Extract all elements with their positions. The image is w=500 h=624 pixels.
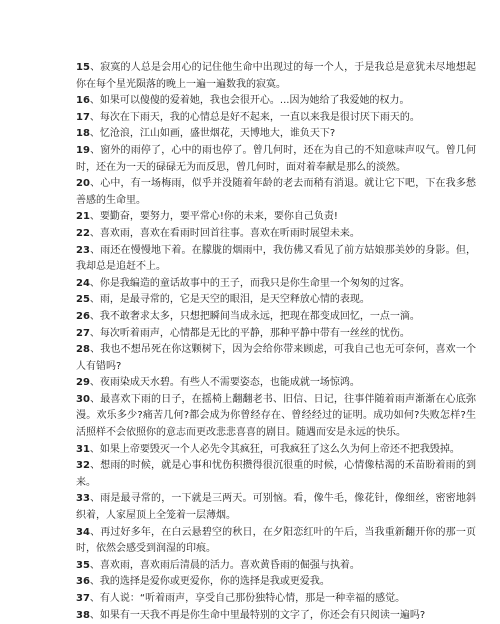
- item-number: 33: [76, 493, 90, 505]
- item-text: 、我也不想吊死在你这颗树下，因为会给你带来顾虑，可我自己也无可奈何，喜欢一个人有错吗?: [76, 344, 476, 372]
- list-item: [76, 342, 476, 375]
- item-text: 、雨，是最寻常的，它是天空的眼泪，是天空释放心情的表现。: [89, 294, 370, 306]
- list-item: [76, 110, 476, 127]
- item-text: 、心中，有一场梅雨，似乎并没随着年龄的老去而稍有消退。就让它下吧，下在我多愁善感的生命里。: [76, 178, 476, 206]
- list-item: [76, 326, 476, 343]
- item-number: 16: [76, 95, 90, 107]
- list-item: [76, 392, 476, 442]
- item-text: 、最喜欢下雨的日子，在摇椅上翻翻老书、旧信、日记，往事伴随着雨声渐渐在心底弥漫。欢乐多少?痛苦几何?都会成为你曾经存在、曾经经过的证明。成功如何?失败怎样?生活照样不会依照你的意志而更改悲悲喜喜的剧目。随遇而安是永远的快乐。: [76, 393, 476, 439]
- item-text: 、我的选择是爱你或更爱你，你的选择是我或更爱我。: [89, 576, 330, 588]
- item-number: 34: [76, 526, 90, 538]
- item-text: 、再过好多年，在白云悬碧空的秋日，在夕阳恋红叶的午后，当我重新翻开你的那一页时，依然会感受到润湿的印痕。: [76, 526, 476, 555]
- item-text: 、雨还在慢慢地下着。在朦胧的烟雨中，我仿佛又看见了前方姑娘那美妙的身影。但，我却总是追赶不上。: [76, 244, 476, 273]
- item-text: 、每次在下雨天，我的心情总是好不起来，一直以来我是很讨厌下雨天的。: [89, 111, 420, 123]
- item-text: 、我不敢奢求太多，只想把瞬间当成永远，把现在都变成回忆，一点一滴。: [89, 310, 420, 322]
- list-item: [76, 226, 476, 243]
- item-text: 、喜欢雨，喜欢雨后清晨的活力。喜欢黄昏雨的倔强与执着。: [89, 559, 360, 571]
- item-number: 24: [76, 277, 90, 289]
- item-number: 19: [76, 144, 90, 156]
- item-number: 37: [76, 593, 90, 604]
- list-item: [76, 608, 476, 624]
- item-number: 29: [76, 377, 90, 389]
- item-text: 、如果可以傻傻的爱着她，我也会很开心。...因为她给了我爱她的权力。: [89, 95, 410, 107]
- top-blank-margin: [0, 0, 500, 54]
- item-text: 、夜雨染成天水碧。有些人不需要姿态，也能成就一场惊鸿。: [89, 377, 360, 389]
- item-text: 、如果有一天我不再是你生命中里最特别的文字了，你还会有只阅读一遍吗?: [89, 609, 426, 621]
- item-number: 15: [76, 62, 90, 73]
- document-body: [76, 60, 476, 624]
- item-number: 25: [76, 294, 90, 306]
- item-number: 35: [76, 559, 90, 571]
- list-item: [76, 276, 476, 293]
- item-text: 、寂寞的人总是会用心的记住他生命中出现过的每一个人，于是我总是意犹未尽地想起你在每个星光陨落的晚上一遍一遍数我的寂寞。: [76, 62, 476, 90]
- list-item: [76, 309, 476, 326]
- item-number: 27: [76, 327, 90, 339]
- list-item: [76, 375, 476, 392]
- item-text: 、有人说：“听着雨声，享受自己那份独特心情，那是一种幸福的感觉。: [89, 593, 406, 604]
- item-text: 、每次听着雨声，心情都是无比的平静，那种平静中带有一丝丝的忧伤。: [89, 327, 410, 339]
- item-number: 22: [76, 227, 90, 239]
- item-text: 、要勤奋，要努力，要平常心!你的未来，要你自己负责!: [89, 211, 338, 223]
- item-number: 36: [76, 576, 90, 588]
- item-number: 32: [76, 460, 90, 472]
- item-number: 17: [76, 111, 90, 123]
- list-item: [76, 126, 476, 143]
- list-item: [76, 93, 476, 110]
- list-item: [76, 176, 476, 209]
- item-text: 、喜欢雨，喜欢在看雨时回首往事。喜欢在听雨时展望未来。: [89, 227, 360, 239]
- list-item: [76, 143, 476, 176]
- item-number: 30: [76, 393, 90, 405]
- list-item: [76, 591, 476, 608]
- item-number: 26: [76, 310, 90, 322]
- item-text: 、想雨的时候，就是心事和忧伤积攒得很沉很重的时候，心情像枯渴的禾苗盼着雨的到来。: [76, 460, 476, 488]
- item-number: 28: [76, 344, 90, 356]
- list-item: [76, 491, 476, 524]
- list-item: [76, 60, 476, 93]
- item-text: 、你是我编造的童话故事中的王子，而我只是你生命里一个匆匆的过客。: [89, 277, 410, 289]
- list-item: [76, 292, 476, 309]
- item-number: 20: [76, 178, 90, 190]
- list-item: [76, 458, 476, 491]
- item-number: 23: [76, 244, 90, 256]
- list-item: [76, 525, 476, 558]
- item-number: 18: [76, 128, 90, 140]
- item-text: 、忆沧浪，江山如画，盛世烟花，天博地大，谁负天下?: [89, 128, 336, 140]
- list-item: [76, 209, 476, 226]
- item-text: 、如果上帝要毁灭一个人必先令其疯狂，可我疯狂了这么久为何上帝还不把我毁掉。: [89, 443, 460, 455]
- list-item: [76, 243, 476, 276]
- item-text: 、窗外的雨停了，心中的雨也停了。曾几何时，还在为自己的不知意味声叹气。曾几何时，还在为一天的碌碌无为而反思，曾几何时，面对着奉献是那么的淡然。: [76, 144, 476, 173]
- list-item: [76, 442, 476, 459]
- item-number: 31: [76, 443, 90, 455]
- list-item: [76, 558, 476, 575]
- item-number: 21: [76, 211, 90, 223]
- item-text: 、雨是最寻常的，一下就是三两天。可别恼。看，像牛毛，像花针，像细丝，密密地斜织着，人家屋顶上全笼着一层薄烟。: [76, 493, 476, 522]
- item-number: 38: [76, 609, 90, 621]
- list-item: [76, 574, 476, 591]
